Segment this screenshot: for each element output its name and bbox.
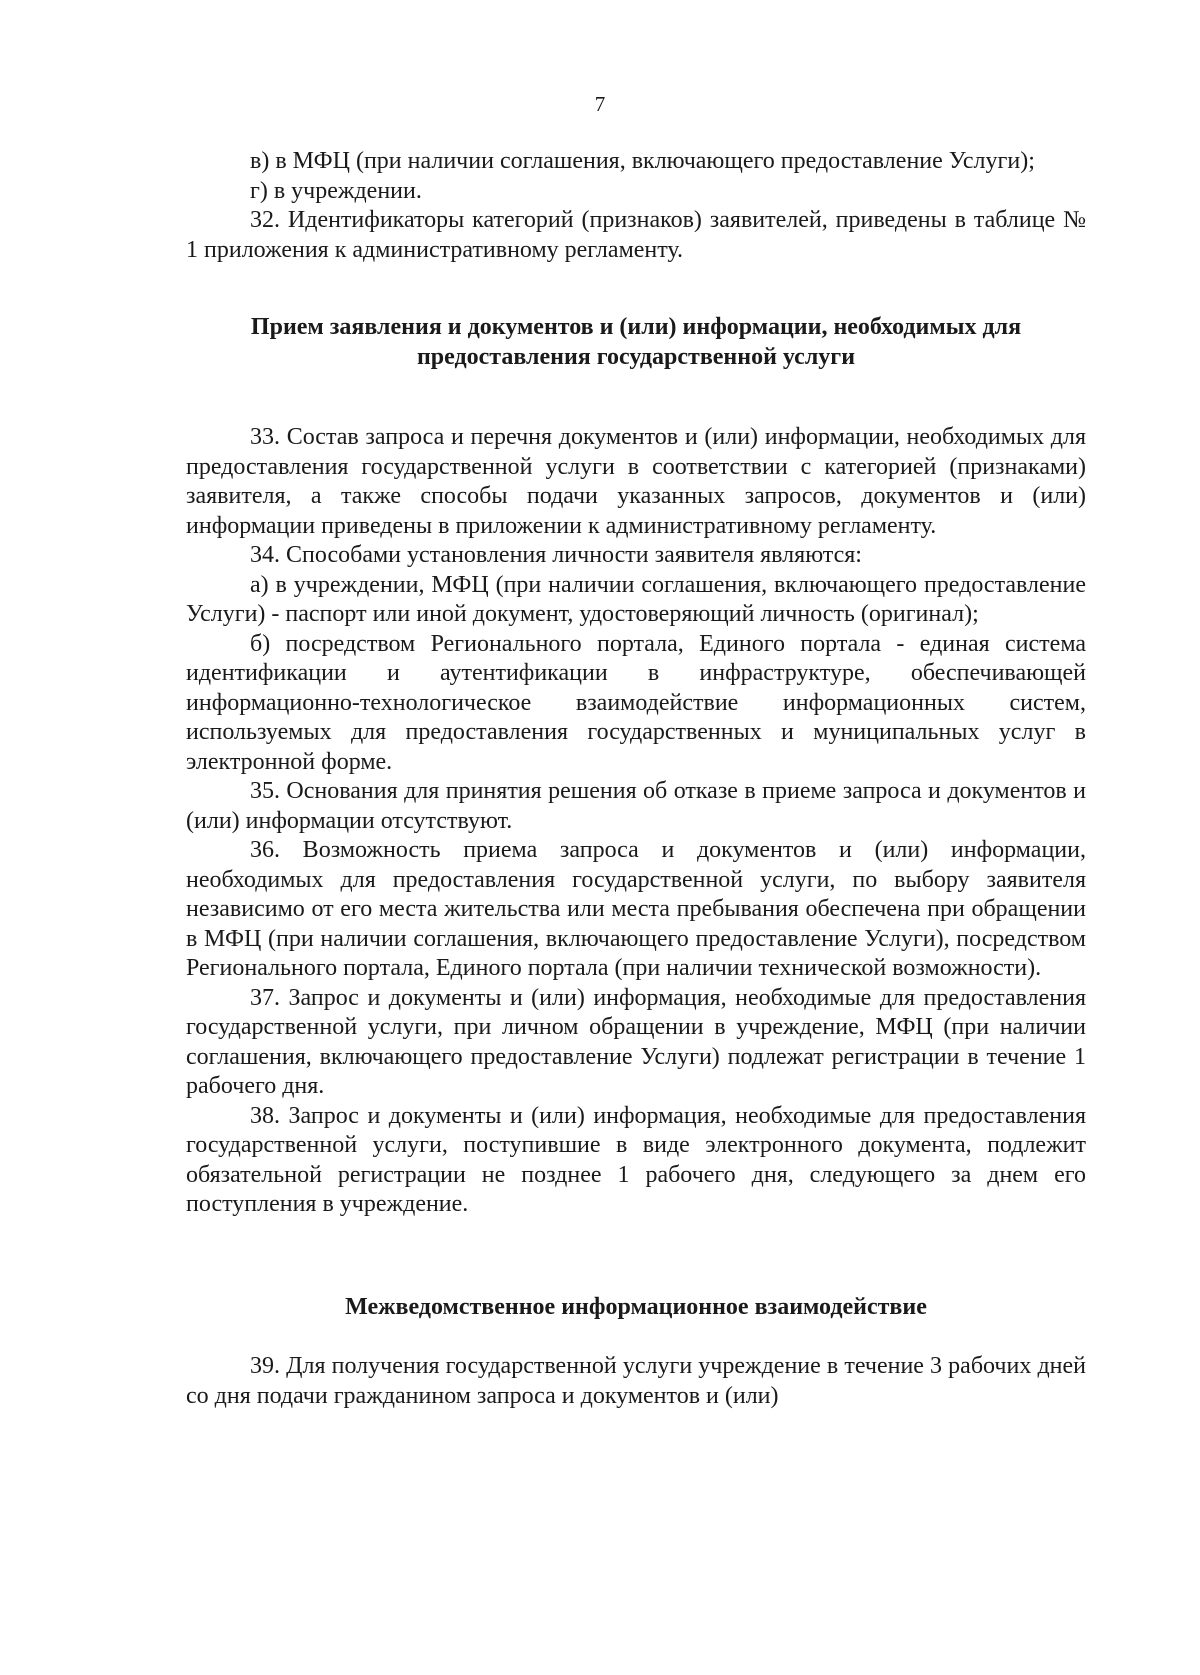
paragraph-38: 38. Запрос и документы и (или) информация, необходимые для предоставления государственной услуги, поступившие в виде электронного документа, подлежит обязательной регистрации не позднее 1 рабочего дня, следующего за днем его поступления в учреждение. bbox=[186, 1102, 1086, 1217]
paragraph-36: 36. Возможность приема запроса и документов и (или) информации, необходимых для предоставления государственной услуги, по выбору заявителя независимо от его места жительства или места пребывания обеспечена при обращении в МФЦ (при наличии соглашения, включающего предоставление Услуги), посредством Регионального портала, Единого портала (при наличии технической возможности). bbox=[186, 837, 1086, 981]
paragraph-34b: б) посредством Регионального портала, Единого портала - единая система идентификации и аутентификации в инфраструктуре, обеспечивающей информационно-технологическое взаимодействие информационных систем, используемых для предоставления государственных и муниципальных услуг в электронной форме. bbox=[186, 630, 1086, 775]
text-block-top bbox=[186, 147, 1086, 265]
text-block-bottom bbox=[186, 1352, 1086, 1411]
paragraph-35: 35. Основания для принятия решения об отказе в приеме запроса и документов и (или) информации отсутствуют. bbox=[186, 778, 1086, 834]
paragraph-33: 33. Состав запроса и перечня документов и (или) информации, необходимых для предоставления государственной услуги в соответствии с категорией (признаками) заявителя, а также способы подачи указанных запросов, документов и (или) информации приведены в приложении к административному регламенту. bbox=[186, 424, 1086, 539]
paragraph-39: 39. Для получения государственной услуги учреждение в течение 3 рабочих дней со дня подачи гражданином запроса и документов и (или) bbox=[186, 1353, 1086, 1409]
paragraph-31v: в) в МФЦ (при наличии соглашения, включающего предоставление Услуги); bbox=[250, 148, 1035, 174]
paragraph-34: 34. Способами установления личности заявителя являются: bbox=[250, 542, 862, 568]
paragraph-32: 32. Идентификаторы категорий (признаков) заявителей, приведены в таблице № 1 приложения к административному регламенту. bbox=[186, 207, 1086, 263]
page-number: 7 bbox=[594, 92, 606, 116]
text-block-main bbox=[186, 423, 1086, 1220]
paragraph-31g: г) в учреждении. bbox=[250, 177, 422, 204]
paragraph-37: 37. Запрос и документы и (или) информация, необходимые для предоставления государственной услуги, при личном обращении в учреждение, МФЦ (при наличии соглашения, включающего предоставление Услуги) подлежат регистрации в течение 1 рабочего дня. bbox=[186, 984, 1086, 1099]
paragraph-34a: а) в учреждении, МФЦ (при наличии соглашения, включающего предоставление Услуги) - паспорт или иной документ, удостоверяющий личность (оригинал); bbox=[186, 571, 1086, 627]
section-heading-interaction: Межведомственное информационное взаимодействие bbox=[345, 1294, 927, 1320]
section-heading-reception: Прием заявления и документов и (или) информации, необходимых для предоставления государственной услуги bbox=[250, 314, 1022, 370]
